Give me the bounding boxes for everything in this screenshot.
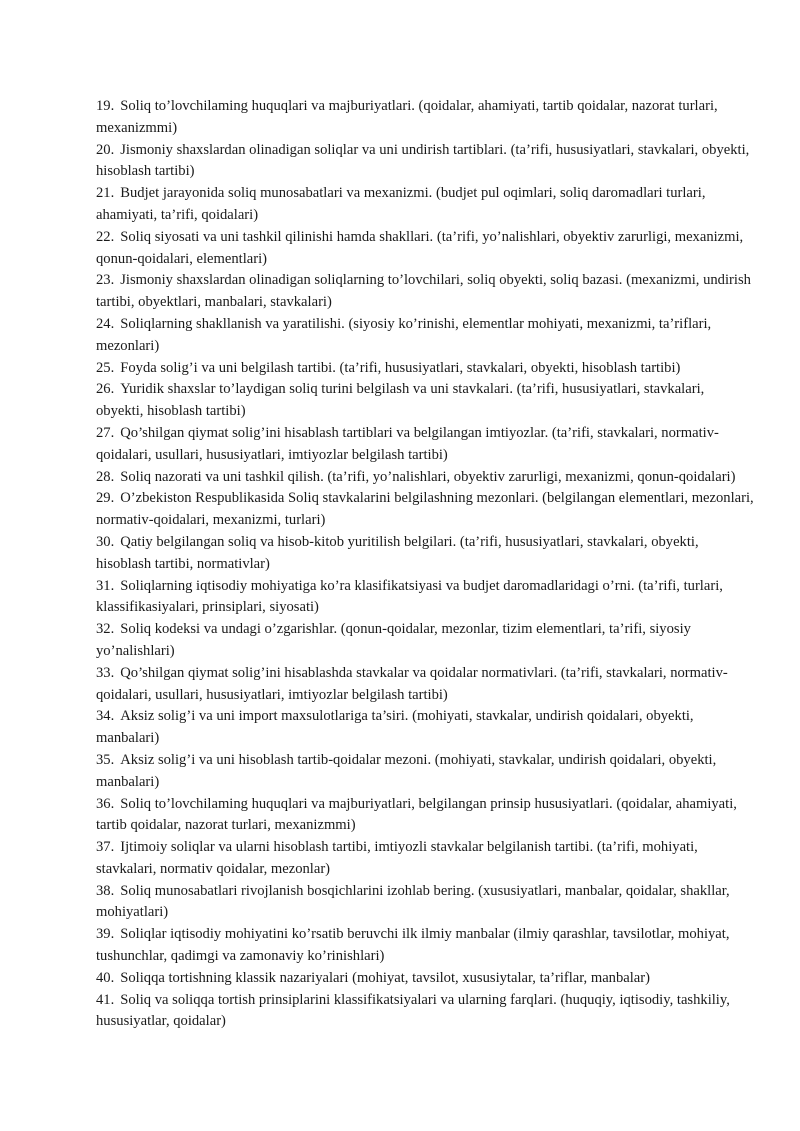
item-text: Jismoniy shaxslardan olinadigan soliqlarning to’lovchilari, soliq obyekti, soliq bazasi. (mexanizmi, undirish tartibi, obyektlari, manbalari, stavkalari) bbox=[96, 272, 751, 311]
item-text: Budjet jarayonida soliq munosabatlari va mexanizmi. (budjet pul oqimlari, soliq daromadlari turlari, ahamiyati, ta’rifi, qoidalari) bbox=[96, 185, 706, 223]
item-number: 23. bbox=[96, 272, 115, 289]
item-text: Soliqlar iqtisodiy mohiyatini ko’rsatib beruvchi ilk ilmiy manbalar (ilmiy qarashlar, tavsilotlar, mohiyat, tushunchlar, qadimgi va zamonaviy ko’rinishlari) bbox=[96, 926, 730, 965]
item-text: O’zbekiston Respublikasida Soliq stavkalarini belgilashning mezonlari. (belgilangan elementlari, mezonlari, normativ-qoidalari, mexanizmi, turlari) bbox=[96, 490, 754, 529]
item-number: 28. bbox=[96, 468, 115, 485]
list-item bbox=[96, 794, 754, 838]
list-item bbox=[96, 837, 754, 881]
item-number: 35. bbox=[96, 751, 115, 768]
item-number: 34. bbox=[96, 708, 115, 725]
item-number: 24. bbox=[96, 315, 115, 332]
item-text: Soliq munosabatlari rivojlanish bosqichlarini izohlab bering. (xususiyatlari, manbalar, qoidalar, shakllar, mohiyatlari) bbox=[96, 882, 730, 921]
list-item bbox=[96, 379, 754, 423]
list-item bbox=[96, 968, 754, 990]
list-item bbox=[96, 314, 754, 358]
list-item bbox=[96, 663, 754, 707]
item-text: Aksiz solig’i va uni import maxsulotlariga ta’siri. (mohiyati, stavkalar, undirish qoidalari, obyekti, manbalari) bbox=[96, 708, 694, 747]
item-number: 20. bbox=[96, 141, 115, 158]
item-number: 21. bbox=[96, 185, 115, 202]
item-number: 31. bbox=[96, 577, 115, 594]
item-text: Soliq kodeksi va undagi o’zgarishlar. (qonun-qoidalar, mezonlar, tizim elementlari, ta’rifi, siyosiy yo’nalishlari) bbox=[96, 621, 691, 659]
list-item bbox=[96, 467, 754, 489]
item-number: 22. bbox=[96, 228, 115, 245]
item-number: 27. bbox=[96, 424, 115, 441]
item-number: 39. bbox=[96, 926, 115, 943]
list-item bbox=[96, 96, 754, 140]
item-text: Soliq nazorati va uni tashkil qilish. (ta’rifi, yo’nalishlari, obyektiv zarurligi, mexanizmi, qonun-qoidalari) bbox=[120, 468, 736, 485]
list-item bbox=[96, 140, 754, 184]
item-text: Qo’shilgan qiymat solig’ini hisablashda stavkalar va qoidalar normativlari. (ta’rifi, stavkalari, normativ-qoidalari, usullari, hususiyatlari, imtiyozlar belgilash tartibi) bbox=[96, 664, 728, 703]
item-text: Qatiy belgilangan soliq va hisob-kitob yuritilish belgilari. (ta’rifi, hususiyatlari, stavkalari, obyekti, hisoblash tartibi, normativlar) bbox=[96, 533, 699, 572]
list-item bbox=[96, 881, 754, 925]
list-item bbox=[96, 183, 754, 227]
list-item bbox=[96, 706, 754, 750]
list-item bbox=[96, 532, 754, 576]
item-number: 41. bbox=[96, 991, 115, 1008]
item-number: 26. bbox=[96, 381, 115, 398]
list-item bbox=[96, 423, 754, 467]
item-text: Jismoniy shaxslardan olinadigan soliqlar va uni undirish tartiblari. (ta’rifi, hususiyatlari, stavkalari, obyekti, hisoblash tartibi) bbox=[96, 141, 750, 180]
item-text: Soliq to’lovchilaming huquqlari va majburiyatlari, belgilangan prinsip hususiyatlari. (qoidalar, ahamiyati, tartib qoidalar, nazorat turlari, mexanizmmi) bbox=[96, 795, 737, 834]
item-number: 36. bbox=[96, 795, 115, 812]
item-number: 37. bbox=[96, 839, 115, 856]
item-number: 25. bbox=[96, 359, 115, 376]
item-number: 32. bbox=[96, 621, 115, 638]
item-text: Soliqlarning shakllanish va yaratilishi. (siyosiy ko’rinishi, elementlar mohiyati, mexanizmi, ta’riflari, mezonlari) bbox=[96, 315, 712, 354]
item-number: 29. bbox=[96, 490, 115, 507]
item-number: 40. bbox=[96, 969, 115, 986]
item-text: Soliq va soliqqa tortish prinsiplarini klassifikatsiyalari va ularning farqlari. (huquqiy, iqtisodiy, tashkiliy, hususiyatlar, qoidalar) bbox=[96, 991, 730, 1030]
item-text: Aksiz solig’i va uni hisoblash tartib-qoidalar mezoni. (mohiyati, stavkalar, undirish qoidalari, obyekti, manbalari) bbox=[96, 751, 717, 790]
document-page bbox=[96, 96, 754, 1033]
list-item bbox=[96, 619, 754, 663]
list-item bbox=[96, 924, 754, 968]
item-text: Soliqqa tortishning klassik nazariyalari (mohiyat, tavsilot, xususiytalar, ta’riflar, manbalar) bbox=[120, 969, 650, 986]
list-item bbox=[96, 488, 754, 532]
list-item bbox=[96, 750, 754, 794]
item-text: Soliq to’lovchilaming huquqlari va majburiyatlari. (qoidalar, ahamiyati, tartib qoidalar, nazorat turlari, mexanizmmi) bbox=[96, 98, 718, 136]
list-item bbox=[96, 576, 754, 620]
item-number: 38. bbox=[96, 882, 115, 899]
item-text: Yuridik shaxslar to’laydigan soliq turini belgilash va uni stavkalari. (ta’rifi, hususiyatlari, stavkalari, obyekti, hisoblash tartibi) bbox=[96, 381, 705, 420]
item-text: Qo’shilgan qiymat solig’ini hisablash tartiblari va belgilangan imtiyozlar. (ta’rifi, stavkalari, normativ-qoidalari, usullari, hususiyatlari, imtiyozlar belgilash tartibi) bbox=[96, 424, 719, 463]
item-text: Foyda solig’i va uni belgilash tartibi. (ta’rifi, hususiyatlari, stavkalari, obyekti, hisoblash tartibi) bbox=[120, 359, 681, 376]
list-item bbox=[96, 358, 754, 380]
item-text: Ijtimoiy soliqlar va ularni hisoblash tartibi, imtiyozli stavkalar belgilanish tartibi. (ta’rifi, mohiyati, stavkalari, normativ qoidalar, mezonlar) bbox=[96, 839, 698, 877]
item-number: 30. bbox=[96, 533, 115, 550]
list-item bbox=[96, 227, 754, 271]
list-item bbox=[96, 990, 754, 1034]
item-number: 33. bbox=[96, 664, 115, 681]
item-text: Soliq siyosati va uni tashkil qilinishi hamda shakllari. (ta’rifi, yo’nalishlari, obyektiv zarurligi, mexanizmi, qonun-qoidalari, elementlari) bbox=[96, 228, 744, 267]
item-number: 19. bbox=[96, 98, 115, 114]
list-item bbox=[96, 270, 754, 314]
item-text: Soliqlarning iqtisodiy mohiyatiga ko’ra klasifikatsiyasi va budjet daromadlaridagi o’rni. (ta’rifi, turlari, klassifikasiyalari, prinsiplari, siyosati) bbox=[96, 577, 723, 616]
